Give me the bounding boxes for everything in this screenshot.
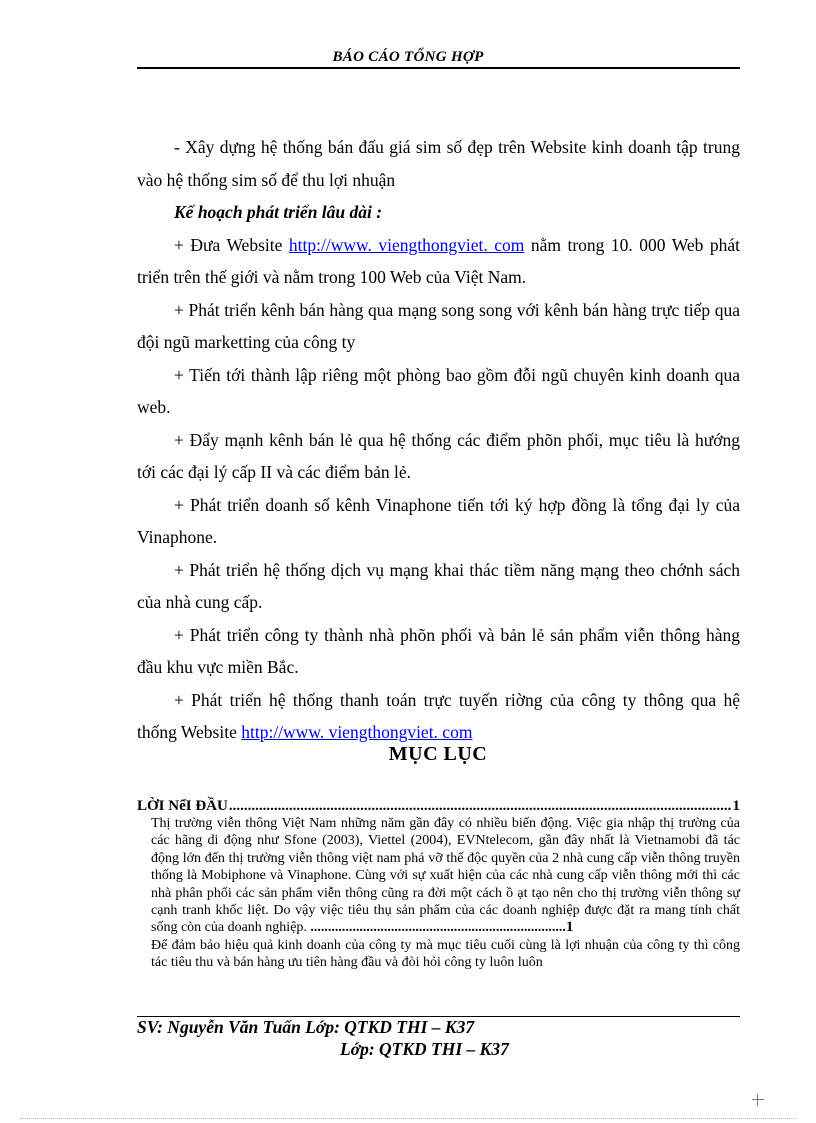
toc-entry-market[interactable] bbox=[151, 815, 740, 937]
paragraph-website-goal bbox=[137, 229, 740, 294]
paragraph-network-services: + Phát triển hệ thống dịch vụ mạng khai thác tiềm năng mạng theo chớnh sách của nhà cung cấp. bbox=[137, 559, 740, 612]
footer-class-info: Lớp: QTKD THI – K37 bbox=[340, 1039, 509, 1059]
paragraph-vinaphone: + Phát triển doanh số kênh Vinaphone tiến tới ký hợp đồng là tổng đại ly của Vinaphone. bbox=[137, 494, 740, 547]
toc-leader-dots-inline: ......................................................................... bbox=[306, 920, 566, 936]
toc-leader-dots bbox=[229, 798, 732, 815]
paragraph-distributor: + Phát triển công ty thành nhà phõn phối và bản lẻ sản phẩm viễn thông hàng đầu khu vực miền Bắc. bbox=[137, 624, 740, 677]
body-text bbox=[137, 131, 740, 749]
plan-heading: Kế hoạch phát triển lâu dài : bbox=[174, 202, 383, 222]
toc-entry-label: LỜI NểI ĐẦU bbox=[137, 798, 228, 814]
page-boundary-line bbox=[20, 1118, 796, 1119]
paragraph-online-payment-start: + Phát triển hệ thống thanh toán trực tuyến riờng của công ty thông qua hệ thống Website bbox=[137, 689, 740, 742]
website-link-2[interactable]: http://www. viengthongviet. com bbox=[241, 722, 473, 742]
header-divider bbox=[137, 67, 740, 69]
toc-page-number-2: 1 bbox=[565, 919, 574, 936]
website-link[interactable]: http://www. viengthongviet. com bbox=[288, 234, 525, 255]
paragraph-web-department: + Tiến tới thành lập riêng một phòng bao gồm đỗi ngũ chuyên kinh doanh qua web. bbox=[137, 364, 740, 417]
report-header-title: BÁO CÁO TỔNG HỢP bbox=[332, 49, 484, 65]
crop-mark-icon bbox=[752, 1094, 764, 1106]
paragraph-website-goal-start: + Đưa Website bbox=[174, 234, 289, 255]
toc-title: MỤC LỤC bbox=[388, 743, 488, 765]
toc-entry-market-text: Thị trường viễn thông Việt Nam những năm gần đây có nhiều biến động. Việc gia nhập thị trường của các hãng di động như Sfone (2003), Viettel (2004), EVNtelecom, gần đây nhất là Vietnamobi đã tác động lớn đến thị trường viễn thông việt nam phá vỡ thế độc quyền của 2 nhà cung cấp viễn thông truyền thống là Mobiphone và Vinaphone. Cùng với sự xuất hiện của các nhà cung cấp viễn thông mới thì các nhà phân phối các sản phẩm viễn thông cũng ra đời một cách ồ ạt tạo nên cho thị trường viễn thông sự cạnh tranh khốc liệt. Do vậy việc tiêu thụ sản phẩm của các doanh nghiệp được đặt ra mang tính chất sống còn của doanh nghiệp. bbox=[151, 816, 740, 936]
toc-entry-efficiency[interactable]: Để đảm bảo hiệu quả kinh doanh của công ty mà mục tiêu cuối cùng là lợi nhuận của công ty thì công tác tiêu thu và bán hàng ưu tiên hàng đầu và đòi hỏi công ty luôn luôn bbox=[151, 937, 740, 971]
toc-page-number: 1 bbox=[732, 798, 740, 814]
footer-student-info: SV: Nguyễn Văn Tuấn Lớp: QTKD THI – K37 bbox=[137, 1017, 475, 1037]
paragraph-sim-auction: - Xây dựng hệ thống bán đấu giá sim số đẹp trên Website kinh doanh tập trung vào hệ thống sim số để thu lợi nhuận bbox=[137, 137, 740, 190]
paragraph-retail-channel: + Đẩy mạnh kênh bán lẻ qua hệ thống các điểm phõn phối, mục tiêu là hướng tới các đại lý cấp II và các điểm bản lẻ. bbox=[137, 429, 740, 482]
paragraph-online-sales: + Phát triển kênh bán hàng qua mạng song song với kênh bán hàng trực tiếp qua đội ngũ marketting của công ty bbox=[137, 299, 740, 352]
paragraph-website-goal-end: nằm trong 10. 000 Web phát triển trên thế giới và nằm trong 100 Web của Việt Nam. bbox=[137, 234, 740, 287]
paragraph-online-payment bbox=[137, 684, 740, 749]
toc-entry-introduction[interactable] bbox=[137, 798, 740, 815]
table-of-contents bbox=[137, 798, 740, 972]
